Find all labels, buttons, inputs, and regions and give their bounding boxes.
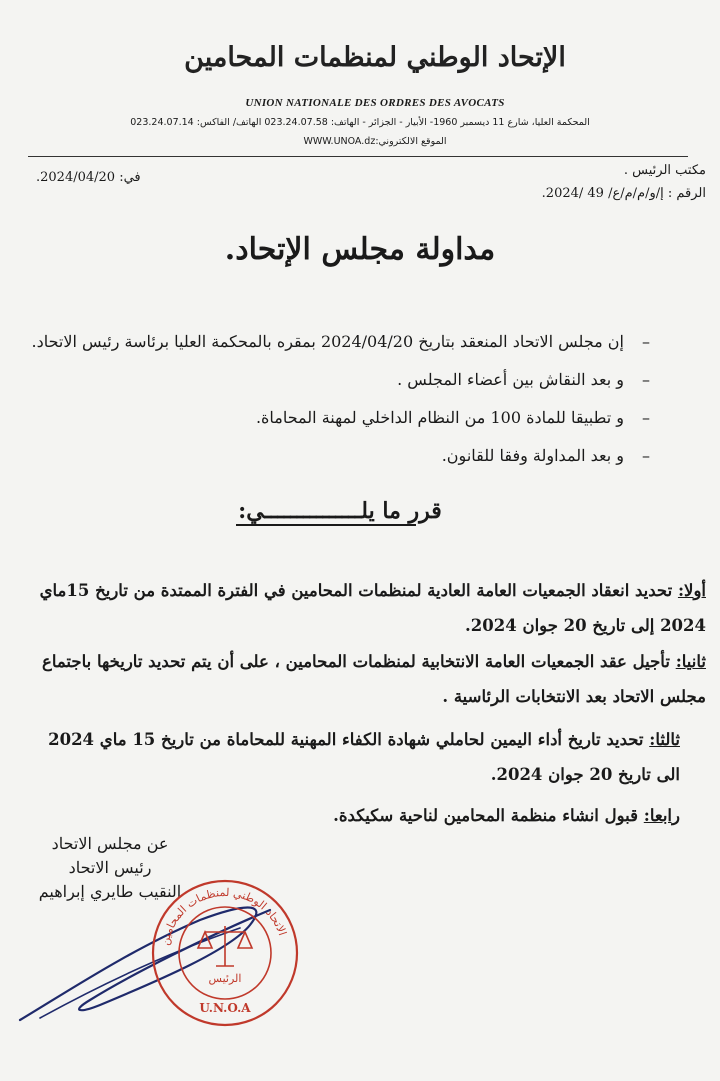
letterhead-address: المحكمة العليا، شارع 11 ديسمبر 1960- الأبيار - الجزائر - الهاتف: 023.24.07.58 الهاتف/ الفاكس: 023.24.07.14 (130, 117, 590, 128)
decided-heading: قرر ما يلـــــــــــــــي: (238, 498, 442, 524)
decision-third (20, 722, 680, 792)
decision-text: قبول انشاء منظمة المحامين لناحية سكيكدة. (333, 806, 639, 825)
whereas-list (31, 328, 650, 480)
decision-fourth (280, 798, 680, 833)
scales-of-justice-icon (198, 926, 252, 966)
signature-line-president: رئيس الاتحاد (68, 858, 152, 877)
signature-line-council: عن مجلس الاتحاد (51, 834, 169, 853)
reference-label: الرقم : (667, 186, 706, 201)
whereas-item (40, 366, 650, 404)
decision-text: تأجيل عقد الجمعيات العامة الانتخابية لمنظمات المحامين ، على أن يتم تحديد تاريخها باجتماع مجلس الاتحاد بعد الانتخابات الرئاسية . (42, 652, 706, 706)
whereas-item (31, 328, 650, 366)
decision-ordinal: ثالثا: (649, 730, 680, 749)
dash-bullet: – (642, 370, 650, 389)
dash-bullet: – (642, 446, 650, 465)
decision-ordinal: أولا: (677, 581, 706, 600)
stamp-center-text: الرئيس (208, 972, 242, 985)
office-label: مكتب الرئيس . (623, 163, 706, 178)
whereas-item (40, 442, 650, 480)
dash-bullet: – (642, 332, 650, 351)
whereas-text: و بعد النقاش بين أعضاء المجلس . (397, 370, 624, 389)
reference-value: إ/و/م/م/ع/ 49 /2024. (541, 186, 664, 201)
whereas-text: و بعد المداولة وفقا للقانون. (441, 446, 624, 465)
decision-text: تحديد انعقاد الجمعيات العامة العادية لمنظمات المحامين في الفترة الممتدة من تاريخ 15ماي 2024 إلى تاريخ 20 جوان 2024. (39, 581, 706, 635)
letterhead-website (150, 136, 600, 147)
header-divider (28, 156, 688, 157)
letterhead-title-arabic: الإتحاد الوطني لمنظمات المحامين (184, 42, 566, 73)
document-date (36, 170, 141, 185)
signature-line-name: النقيب طايري إبراهيم (38, 882, 182, 901)
website-label: الموقع الالكتروني: (375, 136, 447, 147)
decision-ordinal: رابعا: (643, 806, 680, 825)
decision-text: تحديد تاريخ أداء اليمين لحاملي شهادة الكفاء المهنية للمحاماة من تاريخ 15 ماي 2024 الى تاريخ 20 جوان 2024. (48, 730, 680, 784)
stamp-bottom-text: U.N.O.A (199, 1001, 251, 1015)
decision-first (16, 573, 706, 643)
decision-ordinal: ثانيا: (675, 652, 706, 671)
document-title: مداولة مجلس الإتحاد. (224, 232, 496, 267)
stamp-ring-text: الاتحاد الوطني لمنظمات المحامين (158, 885, 290, 947)
dash-bullet: – (642, 408, 650, 427)
whereas-text: إن مجلس الاتحاد المنعقد بتاريخ 2024/04/20 بمقره بالمحكمة العليا برئاسة رئيس الاتحاد. (31, 332, 624, 351)
website-url: WWW.UNOA.dz (303, 136, 376, 147)
decision-second (6, 644, 706, 714)
official-stamp (150, 878, 300, 1028)
whereas-text: و تطبيقا للمادة 100 من النظام الداخلي لمهنة المحاماة. (255, 408, 624, 427)
date-value: 2024/04/20. (36, 170, 116, 185)
date-label: في: (119, 170, 141, 185)
letterhead-title-french: UNION NATIONALE DES ORDRES DES AVOCATS (245, 97, 505, 109)
decided-underline (236, 524, 416, 526)
reference-number (542, 186, 706, 201)
whereas-item (40, 404, 650, 442)
